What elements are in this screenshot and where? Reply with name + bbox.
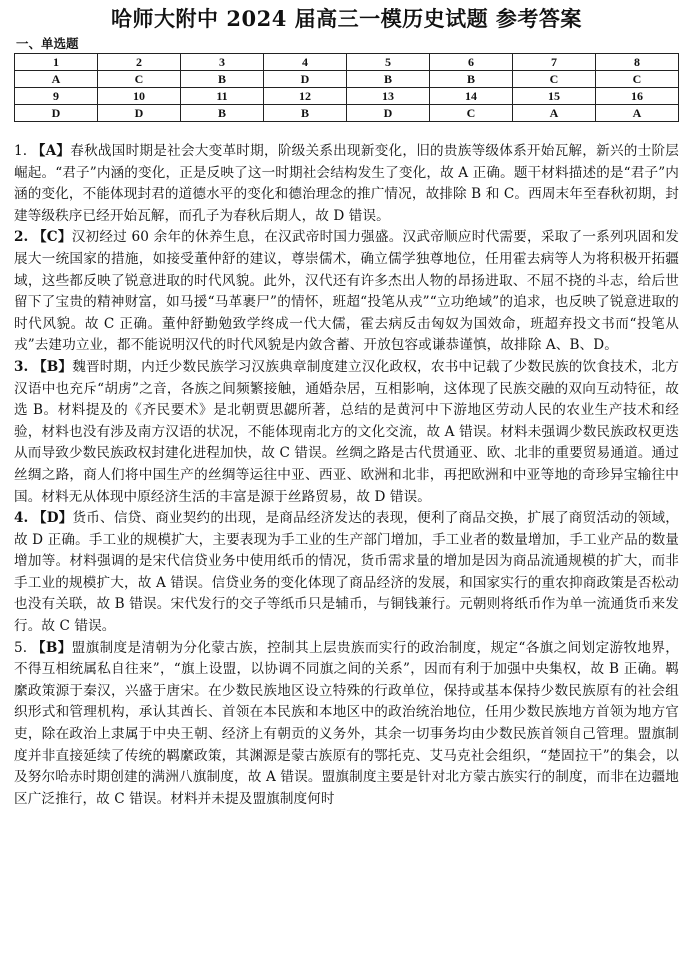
question-number: 2. xyxy=(14,229,29,246)
question-number-cell: 9 xyxy=(15,88,98,105)
question-number-cell: 15 xyxy=(513,88,596,105)
answer-cell: B xyxy=(347,71,430,88)
answer-marker: 【D】 xyxy=(32,510,73,527)
explanation-text: 魏晋时期，内迁少数民族学习汉族典章制度建立汉化政权，农书中记载了少数民族的饮食技术，北方汉语中也充斥“胡虏”之音，各族之间频繁接触，通婚杂居，互相影响，这体现了民族交融的双向互动特征，故选 B。材料提及的《齐民要术》是北朝贾思勰所著，总结的是黄河中下游地区劳动人民的农业生产技术和经验，材料也没有涉及南方汉语的状况，不能体现南北方的文化交流，故 A 错误。材料未强调少数民族政权更迭从而导致少数民族政权封建化进程加快，故 C 错误。丝绸之路是古代贯通亚、欧、北非的重要贸易通道。通过丝绸之路，商人们将中国生产的丝绸等运往中亚、西亚、欧洲和北非，再把欧洲和中亚等地的奇珍异宝输往中国。材料无从体现中原经济生活的丰富是源于丝路贸易，故 D 错误。 xyxy=(14,358,679,505)
answer-marker: 【B】 xyxy=(31,639,72,656)
answer-cell: D xyxy=(98,105,181,122)
question-number-cell: 2 xyxy=(98,54,181,71)
explanation-item xyxy=(14,227,679,357)
question-number: 3. xyxy=(14,358,29,375)
answer-cell: D xyxy=(15,105,98,122)
explanations xyxy=(14,141,679,810)
explanation-text: 盟旗制度是清朝为分化蒙古族，控制其上层贵族而实行的政治制度，规定“各旗之间划定游牧地界，不得互相统属私自往来”，“旗上设盟，以协调不同旗之间的关系”，因而有利于加强中央集权，故 B 正确。羁縻政策源于秦汉，兴盛于唐宋。在少数民族地区设立特殊的行政单位，保持或基本保持少数民族原有的社会组织形式和管理机构，承认其酋长、首领在本民族和本地区中的政治统治地位，任用少数民族地方首领为地方官吏，除在政治上隶属于中央王朝、经济上有朝贡的义务外，其余一切事务均由少数民族首领自己管理。盟旗制度并非直接延续了传统的羁縻政策，其渊源是蒙古族原有的鄂托克、艾马克社会组织，“楚固拉干”的集会，以及努尔哈赤时期创建的满洲八旗制度，故 A 错误。盟旗制度主要是针对北方蒙古族实行的制度，而非在边疆地区广泛推行，故 C 错误。材料并未提及盟旗制度何时 xyxy=(14,639,679,807)
question-number-cell: 14 xyxy=(430,88,513,105)
answer-cell: B xyxy=(264,105,347,122)
question-number: 5. xyxy=(14,639,28,656)
answer-cell: B xyxy=(430,71,513,88)
explanation-text: 货币、信贷、商业契约的出现，是商品经济发达的表现，便利了商品交换，扩展了商贸活动的领域，故 D 正确。手工业的规模扩大，主要表现为手工业的生产部门增加，手工业者的数量增加，手工业产品的数量增加等。材料强调的是宋代信贷业务中使用纸币的情况，货币需求量的增加是因为商品流通规模的扩大，而非手工业的规模扩大，故 A 错误。信贷业务的变化体现了商品经济的发展，和国家实行的重农抑商政策是否松动也没有关联，故 B 错误。宋代发行的交子等纸币只是辅币，与铜钱兼行。元朝则将纸币作为单一流通货币来发行。故 C 错误。 xyxy=(14,510,679,635)
answer-key-table xyxy=(14,53,679,122)
question-number-cell: 11 xyxy=(181,88,264,105)
question-number-cell: 8 xyxy=(596,54,679,71)
answer-marker: 【C】 xyxy=(32,229,72,246)
question-number-cell: 5 xyxy=(347,54,430,71)
answer-cell: A xyxy=(596,105,679,122)
question-number-row xyxy=(15,88,679,105)
answer-cell: C xyxy=(98,71,181,88)
explanation-text: 春秋战国时期是社会大变革时期，阶级关系出现新变化，旧的贵族等级体系开始瓦解，新兴的士阶层崛起。“君子”内涵的变化，正是反映了这一时期社会结构发生了变化，故 A 正确。题干材料描述的是“君子”内涵的变化，不能体现封君的道德水平的变化和德治理念的推广情况，故排除 B 和 C。西周末年至春秋初期，封建等级秩序已经开始瓦解，而孔子为春秋后期人，故 D 错误。 xyxy=(14,143,680,224)
question-number: 1. xyxy=(14,143,28,159)
answer-cell: A xyxy=(15,71,98,88)
question-number-row xyxy=(15,54,679,71)
question-number-cell: 10 xyxy=(98,88,181,105)
explanation-item xyxy=(14,508,679,638)
answer-cell: D xyxy=(347,105,430,122)
answer-cell: D xyxy=(264,71,347,88)
answer-cell: C xyxy=(596,71,679,88)
question-number-cell: 4 xyxy=(264,54,347,71)
question-number-cell: 12 xyxy=(264,88,347,105)
question-number: 4. xyxy=(14,510,29,527)
explanation-item xyxy=(14,357,679,508)
question-number-cell: 6 xyxy=(430,54,513,71)
answer-cell: C xyxy=(430,105,513,122)
answer-cell: A xyxy=(513,105,596,122)
explanation-item xyxy=(14,141,679,227)
page-title: 哈师大附中 2024 届高三一模历史试题 参考答案 xyxy=(111,6,582,31)
answer-row xyxy=(15,105,679,122)
answer-cell: B xyxy=(181,71,264,88)
answer-cell: C xyxy=(513,71,596,88)
question-number-cell: 7 xyxy=(513,54,596,71)
question-number-cell: 1 xyxy=(15,54,98,71)
answer-row xyxy=(15,71,679,88)
explanation-text: 汉初经过 60 余年的休养生息，在汉武帝时国力强盛。汉武帝顺应时代需要，采取了一系列巩固和发展大一统国家的措施，如接受董仲舒的建议，尊崇儒术，确立儒学独尊地位，任用霍去病等人为将积极开拓疆域，这些都反映了锐意进取的时代风貌。此外，汉代还有许多杰出人物的昂扬进取、不屈不挠的斗志，给后世留下了宝贵的精神财富，如马援“马革裹尸”的情怀，班超“投笔从戎”“立功绝域”的追求，也反映了锐意进取的时代风貌。故 C 正确。董仲舒勤勉致学终成一代大儒，霍去病反击匈奴为国效命，班超弃投文书而“投笔从戎”去建功立业，都不能说明汉代的时代风貌是内敛含蓄、开放包容或谦恭谨慎，故排除 A、B、D。 xyxy=(14,229,679,354)
answer-marker: 【B】 xyxy=(32,358,73,375)
answer-marker: 【A】 xyxy=(31,143,71,159)
explanation-item xyxy=(14,638,679,811)
question-number-cell: 13 xyxy=(347,88,430,105)
answer-cell: B xyxy=(181,105,264,122)
question-number-cell: 3 xyxy=(181,54,264,71)
section-heading: 一、单选题 xyxy=(16,36,79,51)
question-number-cell: 16 xyxy=(596,88,679,105)
